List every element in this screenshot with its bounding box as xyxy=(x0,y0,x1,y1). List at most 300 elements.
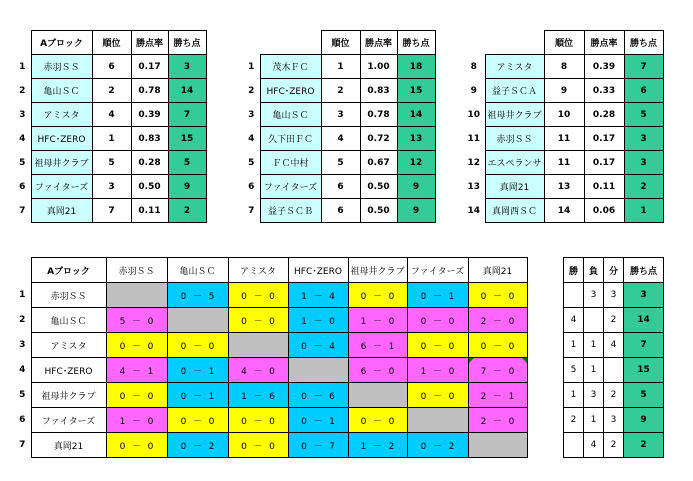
column-team-name: ファイターズ xyxy=(407,258,468,283)
score-separator: － xyxy=(192,441,202,452)
score-value: 2 xyxy=(480,416,487,427)
header-row xyxy=(14,31,206,55)
rate-header: 勝点率 xyxy=(360,31,397,55)
score-cell xyxy=(407,383,468,408)
points-value: 3 xyxy=(624,127,663,151)
score-separator: － xyxy=(131,366,141,377)
rank-value: 7 xyxy=(92,199,131,223)
points-value: 2 xyxy=(624,433,664,458)
score-separator: － xyxy=(131,316,141,327)
row-number: 6 xyxy=(19,181,26,192)
row-number: 6 xyxy=(248,181,255,192)
row-number: 14 xyxy=(467,205,481,216)
row-number: 11 xyxy=(467,133,481,144)
record-value: 1 xyxy=(584,333,604,358)
score-cell xyxy=(468,333,527,358)
row-team-name: 祖母井クラブ xyxy=(31,383,106,408)
score-separator: － xyxy=(432,366,442,377)
record-value: 3 xyxy=(604,408,624,433)
rate-value: 0.11 xyxy=(131,199,168,223)
rate-value: 0.28 xyxy=(131,151,168,175)
score-value: 4 xyxy=(119,366,126,377)
match-results-matrix xyxy=(14,257,528,458)
score-value: 0 xyxy=(420,391,427,402)
rank-value: 1 xyxy=(321,55,360,79)
score-separator: － xyxy=(131,416,141,427)
record-value: 4 xyxy=(564,308,584,333)
score-cell xyxy=(468,383,527,408)
header-row xyxy=(463,31,663,55)
record-value: 2 xyxy=(604,433,624,458)
score-value: 0 xyxy=(180,366,187,377)
table-row xyxy=(243,199,435,223)
self-match-cell xyxy=(167,308,228,333)
row-number: 13 xyxy=(467,181,481,192)
score-value: 0 xyxy=(448,316,455,327)
score-cell xyxy=(106,333,167,358)
record-value: 2 xyxy=(604,308,624,333)
score-value: 1 xyxy=(208,391,215,402)
rank-value: 11 xyxy=(544,127,584,151)
table-row xyxy=(14,151,206,175)
team-name: アミスタ xyxy=(485,55,544,79)
score-value: 1 xyxy=(360,441,367,452)
score-value: 0 xyxy=(269,416,275,427)
row-number: 5 xyxy=(248,157,255,168)
rate-value: 0.28 xyxy=(584,103,624,127)
score-value: 0 xyxy=(269,441,275,452)
score-value: 2 xyxy=(388,441,395,452)
summary-row xyxy=(564,308,664,333)
rate-value: 0.83 xyxy=(131,127,168,151)
table-row xyxy=(243,55,435,79)
score-value: 0 xyxy=(241,291,247,302)
score-cell xyxy=(468,358,527,383)
rank-value: 6 xyxy=(92,55,131,79)
matrix-header-row xyxy=(14,258,527,283)
summary-header: 勝ち点 xyxy=(624,258,664,283)
points-value: 9 xyxy=(168,175,206,199)
score-separator: － xyxy=(372,316,382,327)
points-value: 2 xyxy=(624,175,663,199)
points-value: 5 xyxy=(624,103,663,127)
score-value: 0 xyxy=(180,416,187,427)
score-separator: － xyxy=(432,441,442,452)
score-value: 1 xyxy=(508,391,515,402)
points-value: 6 xyxy=(624,79,663,103)
points-value: 12 xyxy=(397,151,435,175)
score-separator: － xyxy=(192,291,202,302)
row-number: 7 xyxy=(248,205,255,216)
row-number: 7 xyxy=(19,440,26,450)
score-value: 0 xyxy=(269,316,275,327)
blank-header xyxy=(485,31,544,55)
score-separator: － xyxy=(313,316,323,327)
team-name: 祖母井クラブ xyxy=(31,151,92,175)
self-match-cell xyxy=(228,333,288,358)
self-match-cell xyxy=(468,433,527,458)
row-number: 5 xyxy=(19,390,26,400)
table-row xyxy=(243,175,435,199)
score-cell xyxy=(288,333,348,358)
row-number: 4 xyxy=(248,133,255,144)
record-value: 2 xyxy=(604,383,624,408)
score-value: 0 xyxy=(388,366,395,377)
score-separator: － xyxy=(192,391,202,402)
summary-row xyxy=(564,408,664,433)
rate-header: 勝点率 xyxy=(131,31,168,55)
score-value: 4 xyxy=(241,366,247,377)
corner-cell xyxy=(14,258,31,283)
column-team-name: 真岡21 xyxy=(468,258,527,283)
score-cell xyxy=(288,308,348,333)
team-name: ファイターズ xyxy=(31,175,92,199)
rank-header: 順位 xyxy=(544,31,584,55)
score-cell xyxy=(348,283,407,308)
row-number: 5 xyxy=(19,157,26,168)
row-team-name: ファイターズ xyxy=(31,408,106,433)
team-name: ファイターズ xyxy=(260,175,321,199)
rate-header: 勝点率 xyxy=(584,31,624,55)
table-row xyxy=(463,79,663,103)
rate-value: 0.78 xyxy=(360,103,397,127)
score-separator: － xyxy=(492,416,502,427)
score-value: 1 xyxy=(420,366,427,377)
team-name: アミスタ xyxy=(31,103,92,127)
score-cell xyxy=(407,283,468,308)
score-cell xyxy=(468,283,527,308)
table-row xyxy=(14,175,206,199)
score-cell xyxy=(106,308,167,333)
score-separator: － xyxy=(372,416,382,427)
matrix-row xyxy=(14,333,527,358)
column-team-name: HFC･ZERO xyxy=(288,258,348,283)
table-row xyxy=(463,151,663,175)
record-value: 2 xyxy=(564,408,584,433)
score-value: 0 xyxy=(241,316,247,327)
score-cell xyxy=(407,333,468,358)
rank-value: 11 xyxy=(544,151,584,175)
score-value: 2 xyxy=(480,316,487,327)
score-value: 4 xyxy=(329,291,335,302)
column-team-name: 赤羽ＳＳ xyxy=(106,258,167,283)
rate-value: 0.17 xyxy=(584,127,624,151)
score-separator: － xyxy=(253,441,263,452)
score-separator: － xyxy=(313,416,323,427)
points-value: 5 xyxy=(624,383,664,408)
standings-table-overall-bottom xyxy=(463,30,664,223)
team-name: エスペランサ xyxy=(485,151,544,175)
block-label: Aブロック xyxy=(31,258,106,283)
matrix-row xyxy=(14,383,527,408)
score-separator: － xyxy=(492,291,502,302)
row-number: 12 xyxy=(467,157,481,168)
score-value: 0 xyxy=(360,291,367,302)
standings-table-block-a xyxy=(14,30,207,223)
team-name: 亀山ＳＣ xyxy=(31,79,92,103)
score-value: 1 xyxy=(360,316,367,327)
score-cell xyxy=(228,358,288,383)
record-value: 4 xyxy=(604,333,624,358)
score-value: 0 xyxy=(147,341,154,352)
score-value: 1 xyxy=(208,366,215,377)
points-value: 7 xyxy=(168,103,206,127)
rank-value: 14 xyxy=(544,199,584,223)
score-value: 0 xyxy=(448,391,455,402)
record-value: 5 xyxy=(564,358,584,383)
rate-value: 0.17 xyxy=(131,55,168,79)
record-value: 3 xyxy=(584,383,604,408)
rank-value: 9 xyxy=(544,79,584,103)
score-value: 0 xyxy=(448,366,455,377)
row-number: 7 xyxy=(19,205,26,216)
score-separator: － xyxy=(372,366,382,377)
score-cell xyxy=(228,383,288,408)
score-separator: － xyxy=(253,391,263,402)
team-name: ＦＣ中村 xyxy=(260,151,321,175)
score-cell xyxy=(288,433,348,458)
score-separator: － xyxy=(253,291,263,302)
score-separator: － xyxy=(313,391,323,402)
points-value: 2 xyxy=(168,199,206,223)
score-value: 1 xyxy=(119,416,126,427)
rate-value: 0.67 xyxy=(360,151,397,175)
score-value: 0 xyxy=(208,416,215,427)
score-value: 0 xyxy=(180,291,187,302)
row-number: 4 xyxy=(19,365,26,375)
score-value: 7 xyxy=(329,441,335,452)
team-name: 益子ＳＣＢ xyxy=(260,199,321,223)
score-separator: － xyxy=(492,341,502,352)
record-value xyxy=(604,358,624,383)
score-separator: － xyxy=(192,416,202,427)
summary-header-row xyxy=(564,258,664,283)
points-value: 3 xyxy=(168,55,206,79)
score-cell xyxy=(228,283,288,308)
score-value: 0 xyxy=(480,291,487,302)
row-team-name: 真岡21 xyxy=(31,433,106,458)
score-value: 0 xyxy=(360,416,367,427)
score-separator: － xyxy=(313,341,323,352)
score-separator: － xyxy=(192,366,202,377)
score-cell xyxy=(167,408,228,433)
win-loss-summary-table xyxy=(563,257,664,458)
score-cell xyxy=(407,308,468,333)
score-cell xyxy=(106,433,167,458)
score-separator: － xyxy=(492,366,502,377)
score-value: 2 xyxy=(480,391,487,402)
rate-value: 0.17 xyxy=(584,151,624,175)
score-separator: － xyxy=(372,341,382,352)
points-value: 13 xyxy=(397,127,435,151)
row-team-name: 赤羽ＳＳ xyxy=(31,283,106,308)
points-header: 勝ち点 xyxy=(624,31,663,55)
table-row xyxy=(463,103,663,127)
team-name: 益子ＳＣＡ xyxy=(485,79,544,103)
rank-value: 5 xyxy=(321,151,360,175)
rank-value: 1 xyxy=(92,127,131,151)
table-row xyxy=(14,127,206,151)
rate-value: 0.11 xyxy=(584,175,624,199)
score-cell xyxy=(468,308,527,333)
summary-row xyxy=(564,283,664,308)
team-name: HFC･ZERO xyxy=(260,79,321,103)
rate-value: 1.00 xyxy=(360,55,397,79)
summary-row xyxy=(564,383,664,408)
matrix-row xyxy=(14,408,527,433)
table-row xyxy=(14,55,206,79)
score-value: 4 xyxy=(329,341,335,352)
matrix-row xyxy=(14,283,527,308)
score-cell xyxy=(407,433,468,458)
rank-value: 13 xyxy=(544,175,584,199)
score-cell xyxy=(288,283,348,308)
column-team-name: 亀山ＳＣ xyxy=(167,258,228,283)
score-cell xyxy=(167,283,228,308)
row-number: 1 xyxy=(19,290,26,300)
row-number: 3 xyxy=(248,109,255,120)
score-separator: － xyxy=(253,366,263,377)
row-number: 1 xyxy=(19,61,26,72)
score-value: 0 xyxy=(180,441,187,452)
points-value: 7 xyxy=(624,333,664,358)
score-separator: － xyxy=(131,441,141,452)
score-value: 0 xyxy=(301,416,307,427)
rank-value: 2 xyxy=(92,79,131,103)
record-value: 3 xyxy=(584,283,604,308)
rank-value: 3 xyxy=(92,175,131,199)
team-name: 真岡21 xyxy=(31,199,92,223)
score-value: 2 xyxy=(448,441,455,452)
rank-header: 順位 xyxy=(92,31,131,55)
table-row xyxy=(463,55,663,79)
score-separator: － xyxy=(492,316,502,327)
corner-cell xyxy=(14,31,31,55)
self-match-cell xyxy=(288,358,348,383)
score-value: 7 xyxy=(480,366,487,377)
score-separator: － xyxy=(432,291,442,302)
score-value: 1 xyxy=(147,366,154,377)
points-header: 勝ち点 xyxy=(397,31,435,55)
table-row xyxy=(14,103,206,127)
row-number: 2 xyxy=(248,85,255,96)
score-value: 1 xyxy=(329,416,335,427)
score-cell xyxy=(228,308,288,333)
self-match-cell xyxy=(407,408,468,433)
score-value: 0 xyxy=(508,291,515,302)
score-value: 0 xyxy=(147,316,154,327)
record-value: 4 xyxy=(584,433,604,458)
points-value: 15 xyxy=(168,127,206,151)
team-name: 祖母井クラブ xyxy=(485,103,544,127)
row-team-name: HFC･ZERO xyxy=(31,358,106,383)
blank-header xyxy=(260,31,321,55)
row-team-name: アミスタ xyxy=(31,333,106,358)
summary-row xyxy=(564,433,664,458)
score-separator: － xyxy=(372,291,382,302)
record-value: 3 xyxy=(604,283,624,308)
summary-header: 分 xyxy=(604,258,624,283)
score-value: 0 xyxy=(147,391,154,402)
points-header: 勝ち点 xyxy=(168,31,206,55)
score-value: 6 xyxy=(360,366,367,377)
score-value: 1 xyxy=(448,291,455,302)
score-cell xyxy=(167,383,228,408)
record-value xyxy=(564,283,584,308)
score-cell xyxy=(167,358,228,383)
score-cell xyxy=(106,408,167,433)
team-name: 赤羽ＳＳ xyxy=(31,55,92,79)
score-separator: － xyxy=(313,291,323,302)
score-value: 0 xyxy=(241,416,247,427)
rank-value: 3 xyxy=(321,103,360,127)
rate-value: 0.78 xyxy=(131,79,168,103)
points-value: 14 xyxy=(168,79,206,103)
record-value: 1 xyxy=(564,333,584,358)
points-value: 14 xyxy=(397,103,435,127)
record-value xyxy=(584,308,604,333)
rate-value: 0.39 xyxy=(131,103,168,127)
table-row xyxy=(463,127,663,151)
table-row xyxy=(243,103,435,127)
score-separator: － xyxy=(131,341,141,352)
table-row xyxy=(243,127,435,151)
score-value: 2 xyxy=(208,441,215,452)
score-cell xyxy=(468,408,527,433)
score-cell xyxy=(348,433,407,458)
score-value: 0 xyxy=(329,316,335,327)
summary-row xyxy=(564,358,664,383)
row-number: 3 xyxy=(19,109,26,120)
rate-value: 0.50 xyxy=(360,175,397,199)
team-name: 亀山ＳＣ xyxy=(260,103,321,127)
score-separator: － xyxy=(432,341,442,352)
score-value: 1 xyxy=(301,316,307,327)
score-value: 0 xyxy=(241,441,247,452)
score-value: 0 xyxy=(388,316,395,327)
record-value xyxy=(564,433,584,458)
score-separator: － xyxy=(432,391,442,402)
table-row xyxy=(463,199,663,223)
score-separator: － xyxy=(253,416,263,427)
self-match-cell xyxy=(106,283,167,308)
summary-header: 勝 xyxy=(564,258,584,283)
points-value: 7 xyxy=(624,55,663,79)
score-separator: － xyxy=(313,441,323,452)
score-cell xyxy=(348,358,407,383)
row-number: 6 xyxy=(19,415,26,425)
rank-value: 5 xyxy=(92,151,131,175)
score-value: 0 xyxy=(301,441,307,452)
rate-value: 0.72 xyxy=(360,127,397,151)
team-name: 真岡21 xyxy=(485,175,544,199)
points-value: 18 xyxy=(397,55,435,79)
record-value: 1 xyxy=(584,358,604,383)
row-number: 8 xyxy=(470,61,477,72)
score-cell xyxy=(407,358,468,383)
points-value: 3 xyxy=(624,151,663,175)
score-value: 0 xyxy=(420,341,427,352)
score-value: 0 xyxy=(508,341,515,352)
score-separator: － xyxy=(192,341,202,352)
row-number: 2 xyxy=(19,315,26,325)
points-value: 5 xyxy=(168,151,206,175)
points-value: 9 xyxy=(397,175,435,199)
rate-value: 0.50 xyxy=(131,175,168,199)
table-row xyxy=(463,175,663,199)
score-cell xyxy=(228,433,288,458)
rank-value: 10 xyxy=(544,103,584,127)
